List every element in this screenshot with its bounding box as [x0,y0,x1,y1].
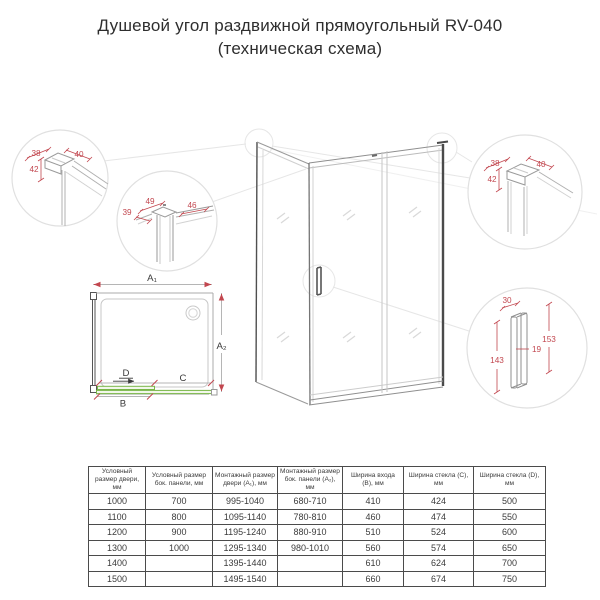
table-header-cell: Ширина входа (B), мм [343,467,404,494]
table-cell: 1100 [89,509,146,525]
table-cell [278,556,343,572]
plan-dim-b: B [119,398,127,410]
dimension-label: 46 [187,201,197,210]
plan-view [91,273,227,410]
table-cell: 700 [146,494,213,510]
table-header-cell: Ширина стекла (D), мм [474,467,546,494]
table-cell: 674 [404,571,474,587]
isometric-view [256,142,448,406]
door-handle [317,267,321,295]
table-cell: 510 [343,525,404,541]
dimension-label: 38 [31,149,41,158]
side-panel [256,142,309,404]
table-row [89,556,546,572]
dimension-label: 39 [122,208,132,217]
table-cell: 880-910 [278,525,343,541]
table-row [89,571,546,587]
table-header-cell: Условный размер бок. панели, мм [146,467,213,494]
table-cell: 900 [146,525,213,541]
drain-icon [186,306,200,320]
table-header-cell: Монтажный размер бок. панели (A₂), мм [278,467,343,494]
table-cell: 780-810 [278,509,343,525]
table-cell [146,556,213,572]
size-table [88,466,546,587]
table-cell: 524 [404,525,474,541]
table-header-cell: Монтажный размер двери (A₁), мм [213,467,278,494]
table-cell: 1500 [89,571,146,587]
dimension-label: 38 [490,159,500,168]
table-cell: 1395-1440 [213,556,278,572]
dimension-label: 19 [532,345,542,354]
table-cell: 1300 [89,540,146,556]
table-cell: 995-1040 [213,494,278,510]
dimension-label: 49 [145,197,155,206]
table-cell: 610 [343,556,404,572]
table-cell: 560 [343,540,404,556]
detail-circle-corner-profile [117,171,217,271]
table-cell: 500 [474,494,546,510]
table-cell: 474 [404,509,474,525]
table-cell: 1095-1140 [213,509,278,525]
dimension-label: 40 [536,160,546,169]
sliding-door-bar [98,386,155,389]
table-cell: 1495-1540 [213,571,278,587]
glass-sparkles [277,207,421,342]
table-cell: 1195-1240 [213,525,278,541]
table-header-cell: Условный размер двери, мм [89,467,146,494]
table-cell: 624 [404,556,474,572]
title-line-1: Душевой угол раздвижной прямоугольный RV-040 [97,16,503,35]
table-cell: 550 [474,509,546,525]
dimension-label: 153 [542,335,556,344]
table-cell: 750 [474,571,546,587]
table-cell: 650 [474,540,546,556]
detail-circle-wall-profile-left [12,130,108,226]
table-cell: 1000 [146,540,213,556]
table-cell: 1295-1340 [213,540,278,556]
table-cell [146,571,213,587]
table-cell: 600 [474,525,546,541]
detail-circle-wall-profile-right [468,135,582,249]
table-row [89,525,546,541]
plan-dim-c: C [179,373,187,384]
plan-dim-a2: A₂ [216,341,227,352]
table-header-row [89,467,546,494]
table-cell: 800 [146,509,213,525]
dimension-label: 143 [490,356,504,365]
table-row [89,509,546,525]
dimension-label: 40 [74,150,84,159]
table-cell: 980-1010 [278,540,343,556]
dimension-label: 42 [29,165,39,174]
node-circle-handle [303,265,335,297]
fixed-glass-bar [97,390,213,393]
plan-door-glass [97,386,218,395]
table-cell: 680-710 [278,494,343,510]
shower-tray [101,299,208,387]
table-cell: 1200 [89,525,146,541]
table-cell: 574 [404,540,474,556]
plan-dim-d: D [122,368,130,379]
table-cell: 424 [404,494,474,510]
table-cell: 460 [343,509,404,525]
table-row [89,494,546,510]
table-row [89,540,546,556]
detail-circle-handle [467,288,587,408]
table-header-cell: Ширина стекла (C), мм [404,467,474,494]
table-cell: 410 [343,494,404,510]
dimension-label: 42 [487,175,497,184]
table-cell: 1400 [89,556,146,572]
title-line-2: (техническая схема) [217,39,383,58]
table-cell: 1000 [89,494,146,510]
table-cell: 660 [343,571,404,587]
plan-outline [91,293,214,395]
table-cell [278,571,343,587]
sliding-door-unit [309,142,448,406]
plan-dim-a1: A₁ [147,273,157,284]
table-cell: 700 [474,556,546,572]
dimension-label: 30 [502,296,512,305]
